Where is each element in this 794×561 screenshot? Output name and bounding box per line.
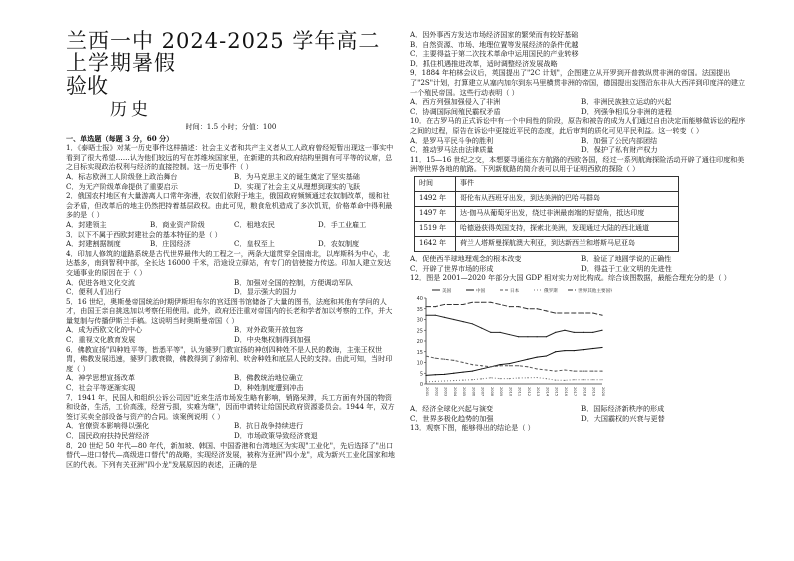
question-options [66, 239, 396, 249]
option-d[interactable]: D．得益于工业文明的先进性 [581, 263, 672, 273]
option-a[interactable]: A．神学思想宣扬改革 [66, 373, 135, 383]
option-c[interactable]: C．协调国际间殖民霸权矛盾 [410, 106, 501, 116]
table-row [415, 206, 679, 221]
legend-label: 日本 [510, 288, 520, 294]
data-point [462, 371, 463, 372]
data-point [444, 316, 445, 317]
option-d[interactable]: D．大国霸权的兴衰与更替 [581, 413, 665, 423]
data-point [555, 370, 556, 371]
exam-title-line1: 兰西一中 2024-2025 学年高二上学期暑假 [66, 29, 381, 75]
data-point [527, 358, 528, 359]
data-point [546, 336, 547, 337]
data-point [472, 301, 473, 302]
y-tick-label: 15 [416, 349, 423, 356]
data-point [527, 366, 528, 367]
timeline-header-cell: 事件 [456, 176, 679, 191]
data-point [472, 323, 473, 324]
data-point [537, 356, 538, 357]
x-tick-label: 2017 [573, 386, 578, 396]
q12-options [410, 404, 746, 423]
option-c[interactable]: C．开辟了世界市场的形成 [410, 263, 494, 273]
option-d[interactable]: D．显示强大的国力 [234, 287, 297, 297]
y-tick-label: 10 [416, 360, 423, 367]
data-point [574, 370, 575, 371]
timeline-event: 哈德逊获得英国支持，探索北美洲，发现通过大陆的西北通道 [456, 221, 679, 236]
option-c[interactable]: C．推动罗马法由法律质量 [410, 145, 494, 155]
option-d[interactable]: D．保护了私有财产权力 [581, 145, 658, 155]
x-tick-label: 2008 [489, 386, 494, 396]
data-point [583, 370, 584, 371]
option-b[interactable]: B．为马克思主义的诞生奠定了坚实基础 [234, 171, 360, 181]
data-point [592, 379, 593, 380]
data-point [425, 381, 426, 382]
data-point [527, 308, 528, 309]
data-point [601, 329, 602, 330]
timeline-header-cell: 时间 [415, 176, 456, 191]
right-question-list [410, 30, 746, 174]
question-options [66, 172, 396, 191]
x-tick-label: 2018 [582, 386, 587, 396]
data-point [490, 301, 491, 302]
legend-label: 美国 [442, 288, 452, 294]
option-d[interactable]: D．手工业雇工 [318, 219, 367, 229]
option-d[interactable]: D．列强争相瓜分非洲的进程 [581, 106, 672, 116]
data-point [481, 301, 482, 302]
x-tick-label: 2003 [443, 386, 448, 396]
data-point [601, 314, 602, 315]
x-tick-label: 2011 [517, 386, 522, 396]
option-c[interactable]: C．世界多极化趋势的加强 [410, 413, 494, 423]
series-line [426, 302, 602, 315]
option-a[interactable]: A．是罗马平民斗争的胜利 [410, 135, 494, 145]
option-b[interactable]: B．国际经济新秩序的形成 [581, 404, 665, 414]
x-tick-label: 2012 [526, 386, 531, 396]
left-question-list [66, 143, 396, 469]
data-point [462, 362, 463, 363]
option-d[interactable]: D．中央集权制得到加强 [234, 335, 311, 345]
option-a[interactable]: A．西方列强加强侵入了非洲 [410, 97, 501, 107]
data-point [472, 364, 473, 365]
question-options [66, 220, 396, 230]
question-stem: 4．印加人修筑的道路系统是古代世界最伟大的工程之一，两条大道贯穿全国南北，以库斯科为中心，北达基多，南到智利中部，全长达 16000 千米，沿途设立驿站，有专门的信使接力传送。印加人建立发达交通事业的原因在于（ ） [66, 248, 392, 277]
exam-meta: 时间：1.5 小时；分值：100 [185, 122, 277, 131]
data-point [472, 370, 473, 371]
y-tick-label: 35 [416, 306, 423, 313]
data-point [546, 378, 547, 379]
exam-title-line2: 验收 [66, 74, 108, 98]
data-point [574, 331, 575, 332]
data-point [537, 308, 538, 309]
question-stem: 6．佛教宣扬"四种姓平等，皆悉平等"，认为婆罗门教宣扬的神创四种姓不是人民的教诲，主张王权世胄，佛教发展迅速，婆罗门教衰微，佛教得到了刹帝利、吠舍种姓和底层人民的支持。由此可知，当时印度（ ） [66, 344, 393, 373]
option-d[interactable]: D．抓住机遇推进改革，适时调整经济发展战略 [410, 58, 558, 68]
data-point [435, 381, 436, 382]
data-point [555, 351, 556, 352]
timeline-year: 1519 年 [415, 221, 456, 236]
data-point [601, 370, 602, 371]
option-a[interactable]: A．封建领主 [66, 219, 107, 229]
option-b[interactable]: B．商业资产阶级 [150, 219, 205, 229]
data-point [574, 379, 575, 380]
question-options [66, 278, 396, 297]
left-column [66, 0, 396, 469]
data-point [453, 380, 454, 381]
data-point [481, 368, 482, 369]
legend-label: 世界其他主要国家 [578, 288, 612, 294]
y-tick-label: 20 [416, 338, 423, 345]
table-row [415, 236, 679, 251]
data-point [435, 357, 436, 358]
option-a[interactable]: A．经济全球化兴起与演变 [410, 404, 494, 414]
option-d[interactable]: D．农奴制度 [318, 239, 360, 249]
data-point [564, 369, 565, 370]
data-point [481, 365, 482, 366]
x-tick-label: 2020 [601, 386, 605, 396]
x-tick-label: 2007 [480, 386, 485, 396]
data-point [444, 373, 445, 374]
timeline-year: 1497 年 [415, 206, 456, 221]
data-point [518, 361, 519, 362]
data-point [453, 359, 454, 360]
data-point [500, 365, 501, 366]
right-column [410, 30, 746, 433]
y-tick-label: 25 [416, 327, 423, 334]
data-point [555, 312, 556, 313]
x-tick-label: 2016 [563, 386, 568, 396]
data-point [481, 378, 482, 379]
data-point [472, 379, 473, 380]
series-line [426, 315, 602, 337]
data-point [500, 331, 501, 332]
data-point [453, 304, 454, 305]
data-point [537, 336, 538, 337]
data-point [592, 331, 593, 332]
option-b[interactable]: B．验证了地圆学说的正确性 [581, 253, 672, 263]
option-b[interactable]: B．加强对全国的控制，方便调动军队 [234, 277, 353, 287]
x-tick-label: 2019 [591, 386, 596, 396]
data-point [574, 350, 575, 351]
table-row [415, 221, 679, 236]
x-tick-label: 2006 [471, 386, 476, 396]
data-point [518, 336, 519, 337]
data-point [500, 364, 501, 365]
q12-stem: 12．图是 2001—2020 年部分大国 GDP 相对实力对比构成。综合该图数据，最能合理充分的是（ ） [410, 273, 731, 283]
question-stem: 11．15—16 世纪之交，本想要寻通往东方航路的西欧各国，经过一系列航海探险活动开辟了通往印度和美洲等世界各地的航路。下列新航路的简介表可以用于证明西欧的探险（ ） [410, 154, 745, 174]
data-point [462, 304, 463, 305]
gdp-line-chart [412, 284, 612, 402]
data-point [601, 379, 602, 380]
option-a[interactable]: A．标志欧洲工人阶级登上政治舞台 [66, 171, 178, 181]
legend-label: 中国 [476, 288, 486, 294]
option-b[interactable]: B．非洲民族独立运动的兴起 [581, 97, 672, 107]
data-point [527, 377, 528, 378]
data-point [583, 349, 584, 350]
data-point [546, 355, 547, 356]
data-point [481, 327, 482, 328]
data-point [425, 314, 426, 315]
option-a[interactable]: A．成为西欧文化的中心 [66, 325, 143, 335]
data-point [435, 306, 436, 307]
option-c[interactable]: C．为无产阶级革命提供了重要启示 [66, 181, 178, 191]
data-point [462, 321, 463, 322]
option-c[interactable]: C．主要得益于第二次技术革命中运用国民的产业转移 [410, 49, 579, 59]
data-point [601, 347, 602, 348]
data-point [425, 306, 426, 307]
data-point [425, 355, 426, 356]
option-a[interactable]: A．官僚资本影响得以强化 [66, 421, 150, 431]
data-point [500, 378, 501, 379]
data-point [518, 306, 519, 307]
data-point [583, 331, 584, 332]
q11-options [410, 254, 746, 273]
data-point [509, 334, 510, 335]
data-point [592, 348, 593, 349]
option-d[interactable]: D．市场政策导致经济衰退 [234, 431, 318, 440]
option-c[interactable]: C．国民政府扶持民营经济 [66, 431, 150, 440]
option-b[interactable]: B．佛教统治地位确立 [234, 373, 304, 383]
data-point [435, 314, 436, 315]
question-stem: 10．在古罗马的正式诉讼中有一个中间性的阶段，原告和被告的成为人们通过自由决定而能够做诉讼的程序之间的过程，原告在诉讼中更接近平民的态度，此后审判的质化可见平民利益。这一转变（ ） [410, 116, 746, 135]
data-point [546, 369, 547, 370]
question-options [410, 97, 746, 116]
question-options [410, 30, 746, 68]
timeline-year: 1492 年 [415, 191, 456, 206]
x-tick-label: 2001 [425, 386, 429, 396]
data-point [564, 312, 565, 313]
timeline-event: 荷兰人塔斯曼探航澳大利亚，到达新西兰和塔斯马尼亚岛 [456, 236, 679, 251]
timeline-table [414, 176, 679, 252]
x-tick-label: 2004 [452, 386, 457, 396]
data-point [592, 312, 593, 313]
option-b[interactable]: B．对外政策开放包容 [234, 325, 304, 335]
data-point [527, 336, 528, 337]
question-options [66, 373, 396, 392]
data-point [490, 366, 491, 367]
data-point [462, 379, 463, 380]
option-c[interactable]: C．皇权至上 [234, 239, 275, 249]
option-a[interactable]: A．促使西半球地理观念的根本改变 [410, 253, 522, 263]
data-point [537, 377, 538, 378]
option-b[interactable]: B．庄园经济 [150, 239, 191, 249]
data-point [555, 331, 556, 332]
data-point [444, 380, 445, 381]
option-c[interactable]: C．租地农民 [234, 219, 275, 229]
question-options [66, 421, 396, 440]
data-point [555, 379, 556, 380]
data-point [583, 379, 584, 380]
series-line [426, 356, 602, 371]
data-point [592, 370, 593, 371]
data-point [509, 363, 510, 364]
data-point [518, 365, 519, 366]
data-point [574, 312, 575, 313]
data-point [444, 358, 445, 359]
data-point [537, 368, 538, 369]
data-point [564, 379, 565, 380]
option-a[interactable]: A．封建割据制度 [66, 239, 121, 249]
x-tick-label: 2005 [462, 386, 467, 396]
legend-label: 俄罗斯 [544, 288, 558, 294]
data-point [583, 312, 584, 313]
y-tick-label: 5 [419, 370, 423, 377]
data-point [444, 304, 445, 305]
series-line [426, 377, 602, 381]
question-options [410, 136, 746, 155]
x-tick-label: 2002 [434, 386, 439, 396]
option-c[interactable]: C．便利人们出行 [66, 287, 122, 297]
data-point [509, 365, 510, 366]
option-d[interactable]: D．实现了社会主义从理想到现实的飞跃 [234, 181, 361, 191]
question-stem: 2．俄国农村地区有大量游离人口常年弥漫，农奴们依附于地主，俄国政府频频通过农奴制改革，缓和社会矛盾，但改革后的地主仍然把持着基层政权。由此可见，粮食危机造成了多次饥荒，价格革命中得利最多的是（ ） [66, 191, 393, 220]
option-c[interactable]: C．重视文化教育发展 [66, 335, 136, 345]
data-point [435, 374, 436, 375]
y-tick-label: 0 [419, 381, 423, 388]
timeline-header-row [415, 176, 679, 191]
question-stem: 8．20 世纪 50 年代—80 年代，新加坡、韩国、中国香港和台湾地区为实现"工业化"，先后选择了"出口替代—进口替代—高级进口替代"的战略，实现经济发展，被称为亚洲"四小龙"，成为新兴工业化国家和地区的代表。下列有关亚洲"四小龙"发展原因的表述，正确的是 [66, 440, 396, 469]
x-tick-label: 2014 [545, 386, 550, 396]
data-point [425, 374, 426, 375]
exam-subject: 历史 [110, 100, 152, 120]
option-d[interactable]: D．种姓制度遭到冲击 [234, 383, 304, 393]
question-stem: 9．1884 年柏林会议后，英国提出了"2C 计划"，企图建立从开罗到开普敦纵贯非洲的帝国。法国提出了"2S"计划，打算建立从塞内加尔到东马里横贯非洲的帝国，德国提出妄图沿东非从大西洋到印度洋的建立一个殖民帝国。这些行动表明（ ） [410, 68, 746, 97]
data-point [490, 331, 491, 332]
option-b[interactable]: B．抗日战争持续进行 [234, 421, 304, 431]
table-row [415, 191, 679, 206]
data-point [509, 306, 510, 307]
data-point [490, 377, 491, 378]
q13-stem: 13．观察下图，能够得出的结论是（ ） [410, 423, 535, 433]
section-heading: 一、单选题（每题 3 分，60 分） [66, 133, 174, 143]
question-stem: 1．《泰晤士报》对某一历史事件这样描述：社会主义者和共产主义者从工人政府曾经短暂出现这一事实中看到了很大希望……认为他们较远的写在苏维埃国家里，在新建的共和政府结构里拥有可平等的议席，总之目标实现政治权利与经济的直接控制。这一历史事件（ ） [66, 143, 394, 172]
y-tick-label: 30 [416, 317, 423, 324]
x-tick-label: 2015 [554, 386, 559, 396]
timeline-event: 达·伽马从葡萄牙出发，绕过非洲最南端的好望角，抵达印度 [456, 206, 679, 221]
x-tick-label: 2010 [508, 386, 513, 396]
data-point [564, 329, 565, 330]
data-point [518, 377, 519, 378]
data-point [546, 310, 547, 311]
data-point [453, 319, 454, 320]
question-stem: 7．1941 年，民国人和组织公诉公司因"近来生活市场发生略有影响，销路呆滞，兵工方面有外国的物资和设备，生活，工价高涨，经营亏损，实难为继"，因而申请转让给国民政府资源委员会。1944 年，双方签订买卖全部设备与资产的合同。该案例说明（ ） [66, 392, 395, 421]
data-point [509, 378, 510, 379]
timeline-event: 哥伦布从西班牙出发，到达美洲的巴哈马群岛 [456, 191, 679, 206]
option-b[interactable]: B．加强了公民内部团结 [581, 135, 658, 145]
option-a[interactable]: A．因外事西方发达市场经济国家的繁荣而有较好基础 [410, 30, 579, 39]
y-tick-label: 40 [416, 295, 423, 302]
option-a[interactable]: A．促进各地文化交流 [66, 277, 135, 287]
question-options [66, 325, 396, 344]
question-stem: 5．16 世纪，奥斯曼帝国统治时期伊斯坦布尔的宫廷图书馆储备了大量的图书，法庭和其他有学问的人才，由国王亲自挑选加以考察任用使用。此外，政府还注重对帝国内的长老和学者加以考察的工作，并大量复制与传播伊斯兰手稿。这说明当时奥斯曼帝国（ ） [66, 296, 393, 325]
option-b[interactable]: B．自然资源、市场、地理位置等发展经济的条件优越 [410, 39, 579, 49]
timeline-year: 1642 年 [415, 236, 456, 251]
data-point [453, 372, 454, 373]
x-tick-label: 2009 [499, 386, 504, 396]
option-c[interactable]: C．社会平等逐渐实现 [66, 383, 136, 393]
x-tick-label: 2013 [536, 386, 541, 396]
data-point [500, 304, 501, 305]
data-point [564, 350, 565, 351]
question-stem: 3．以下不属于西欧封建社会的基本特征的是（ ） [66, 229, 222, 239]
